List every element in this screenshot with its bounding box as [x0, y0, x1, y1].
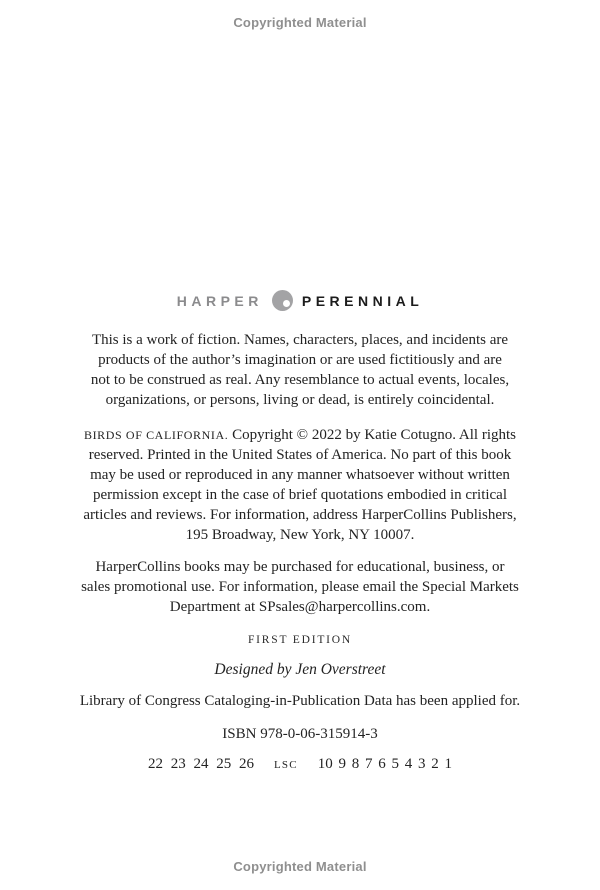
- copyright-line: may be used or reproduced in any manner whatsoever without written: [90, 467, 510, 483]
- fiction-disclaimer-paragraph: [0, 330, 600, 410]
- copyrighted-material-banner-top: Copyrighted Material: [233, 15, 367, 30]
- book-title-smallcaps: BIRDS OF CALIFORNIA.: [83, 428, 229, 442]
- copyright-line: [0, 425, 600, 445]
- library-of-congress-line: Library of Congress Cataloging-in-Publication Data has been applied for.: [79, 693, 521, 709]
- fiction-disclaimer-line: not to be construed as real. Any resemblance to actual events, locales,: [90, 372, 510, 388]
- special-markets-line: HarperCollins books may be purchased for educational, business, or: [95, 559, 505, 575]
- logo-harper-text: HARPER: [176, 292, 263, 309]
- harper-perennial-logo: [0, 290, 600, 311]
- copyright-line: articles and reviews. For information, address HarperCollins Publishers,: [83, 507, 517, 523]
- fiction-disclaimer-line: products of the author’s imagination or are used fictitiously and are: [98, 352, 502, 368]
- copyright-line: permission except in the case of brief quotations embodied in critical: [92, 487, 508, 503]
- print-years: 22 23 24 25 26: [147, 756, 254, 772]
- isbn-line: ISBN 978-0-06-315914-3: [222, 726, 378, 742]
- print-run-numbers: 10 9 8 7 6 5 4 3 2 1: [317, 756, 453, 772]
- copyright-line: reserved. Printed in the United States of America. No part of this book: [88, 447, 512, 463]
- printers-key-line: [0, 756, 600, 773]
- special-markets-line: sales promotional use. For information, please email the Special Markets: [81, 579, 519, 595]
- copyright-line-rest: Copyright © 2022 by Katie Cotugno. All rights: [228, 427, 516, 443]
- copyright-line: 195 Broadway, New York, NY 10007.: [185, 527, 415, 543]
- first-edition-line: FIRST EDITION: [247, 634, 352, 646]
- fiction-disclaimer-line: organizations, or persons, living or dead, is entirely coincidental.: [105, 392, 495, 408]
- special-markets-line: Department at SPsales@harpercollins.com.: [169, 599, 431, 615]
- copyrighted-material-banner-bottom: Copyrighted Material: [233, 859, 367, 874]
- special-markets-paragraph: [0, 557, 600, 617]
- designer-credit-line: Designed by Jen Overstreet: [214, 661, 386, 678]
- copyright-paragraph: [0, 425, 600, 545]
- printer-code: LSC: [273, 759, 298, 771]
- logo-perennial-text: PERENNIAL: [301, 292, 424, 309]
- perennial-seed-icon: [272, 290, 293, 311]
- fiction-disclaimer-line: This is a work of fiction. Names, characters, places, and incidents are: [91, 332, 509, 348]
